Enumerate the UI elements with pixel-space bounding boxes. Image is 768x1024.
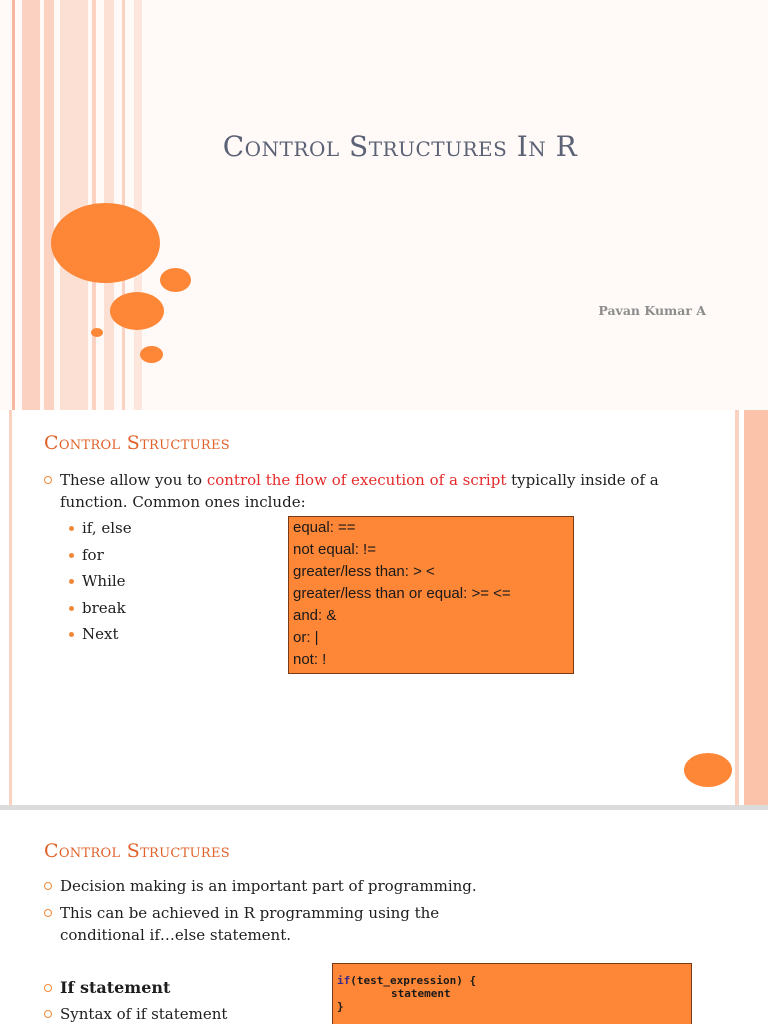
bullet-text: If statement xyxy=(60,978,171,997)
content-slide-if-statement xyxy=(0,810,768,1024)
bullet-marker xyxy=(44,1010,52,1018)
decorative-circle xyxy=(684,753,732,787)
decorative-circle xyxy=(160,268,191,292)
code-line: } xyxy=(337,1000,344,1013)
slide-title: Control Structures In R xyxy=(222,130,578,163)
bullet-text: This can be achieved in R programming using the xyxy=(60,904,440,922)
operator-line: greater/less than: > < xyxy=(293,563,435,580)
decorative-stripe xyxy=(44,0,54,410)
bullet-text: Decision making is an important part of programming. xyxy=(60,877,477,895)
intro-paragraph xyxy=(60,469,730,513)
decorative-circle xyxy=(91,328,103,337)
decorative-stripe xyxy=(9,410,12,805)
list-item: if, else xyxy=(82,515,132,542)
decorative-circle xyxy=(140,346,163,363)
code-keyword: if xyxy=(337,974,351,987)
code-line: (test_expression) { xyxy=(350,974,477,987)
title-slide xyxy=(0,0,768,410)
operator-line: greater/less than or equal: >= <= xyxy=(293,585,511,602)
bullet-syntax xyxy=(60,1003,227,1024)
list-item: for xyxy=(82,542,132,569)
bullet-if-statement xyxy=(60,977,170,999)
bullet-marker xyxy=(44,476,52,484)
decorative-stripe xyxy=(744,410,768,805)
bullet-marker xyxy=(44,984,52,992)
intro-text-after: typically inside of a xyxy=(506,471,659,489)
slide-heading: Control Structures xyxy=(44,840,230,862)
control-list xyxy=(82,515,132,648)
bullet-text: Syntax of if statement xyxy=(60,1005,228,1023)
operator-line: or: | xyxy=(293,629,319,646)
operator-line: equal: == xyxy=(293,519,356,536)
bullet-achieved-in-r xyxy=(60,902,439,946)
slide-heading: Control Structures xyxy=(44,432,230,454)
operator-line: not: ! xyxy=(293,651,327,668)
list-item: break xyxy=(82,595,132,622)
bullet-text: conditional if…else statement. xyxy=(60,926,292,944)
decorative-stripe xyxy=(22,0,40,410)
intro-highlight: control the flow of execution of a script xyxy=(206,471,507,489)
intro-text-before: These allow you to xyxy=(60,471,207,489)
list-item: Next xyxy=(82,621,132,648)
list-item: While xyxy=(82,568,132,595)
bullet-decision-making xyxy=(60,875,477,897)
code-snippet xyxy=(332,963,692,1024)
decorative-stripe xyxy=(735,410,739,805)
intro-text-line2: function. Common ones include: xyxy=(60,493,306,511)
code-line: statement xyxy=(391,987,451,1000)
operator-line: not equal: != xyxy=(293,541,376,558)
operators-box xyxy=(288,516,574,674)
decorative-stripe xyxy=(134,0,142,410)
bullet-marker xyxy=(44,882,52,890)
author-name: Pavan Kumar A xyxy=(598,303,706,318)
decorative-circle xyxy=(51,203,160,283)
decorative-circle xyxy=(110,292,164,330)
operator-line: and: & xyxy=(293,607,337,624)
content-slide-operators xyxy=(0,410,768,805)
decorative-stripe xyxy=(12,0,15,410)
bullet-marker xyxy=(44,909,52,917)
